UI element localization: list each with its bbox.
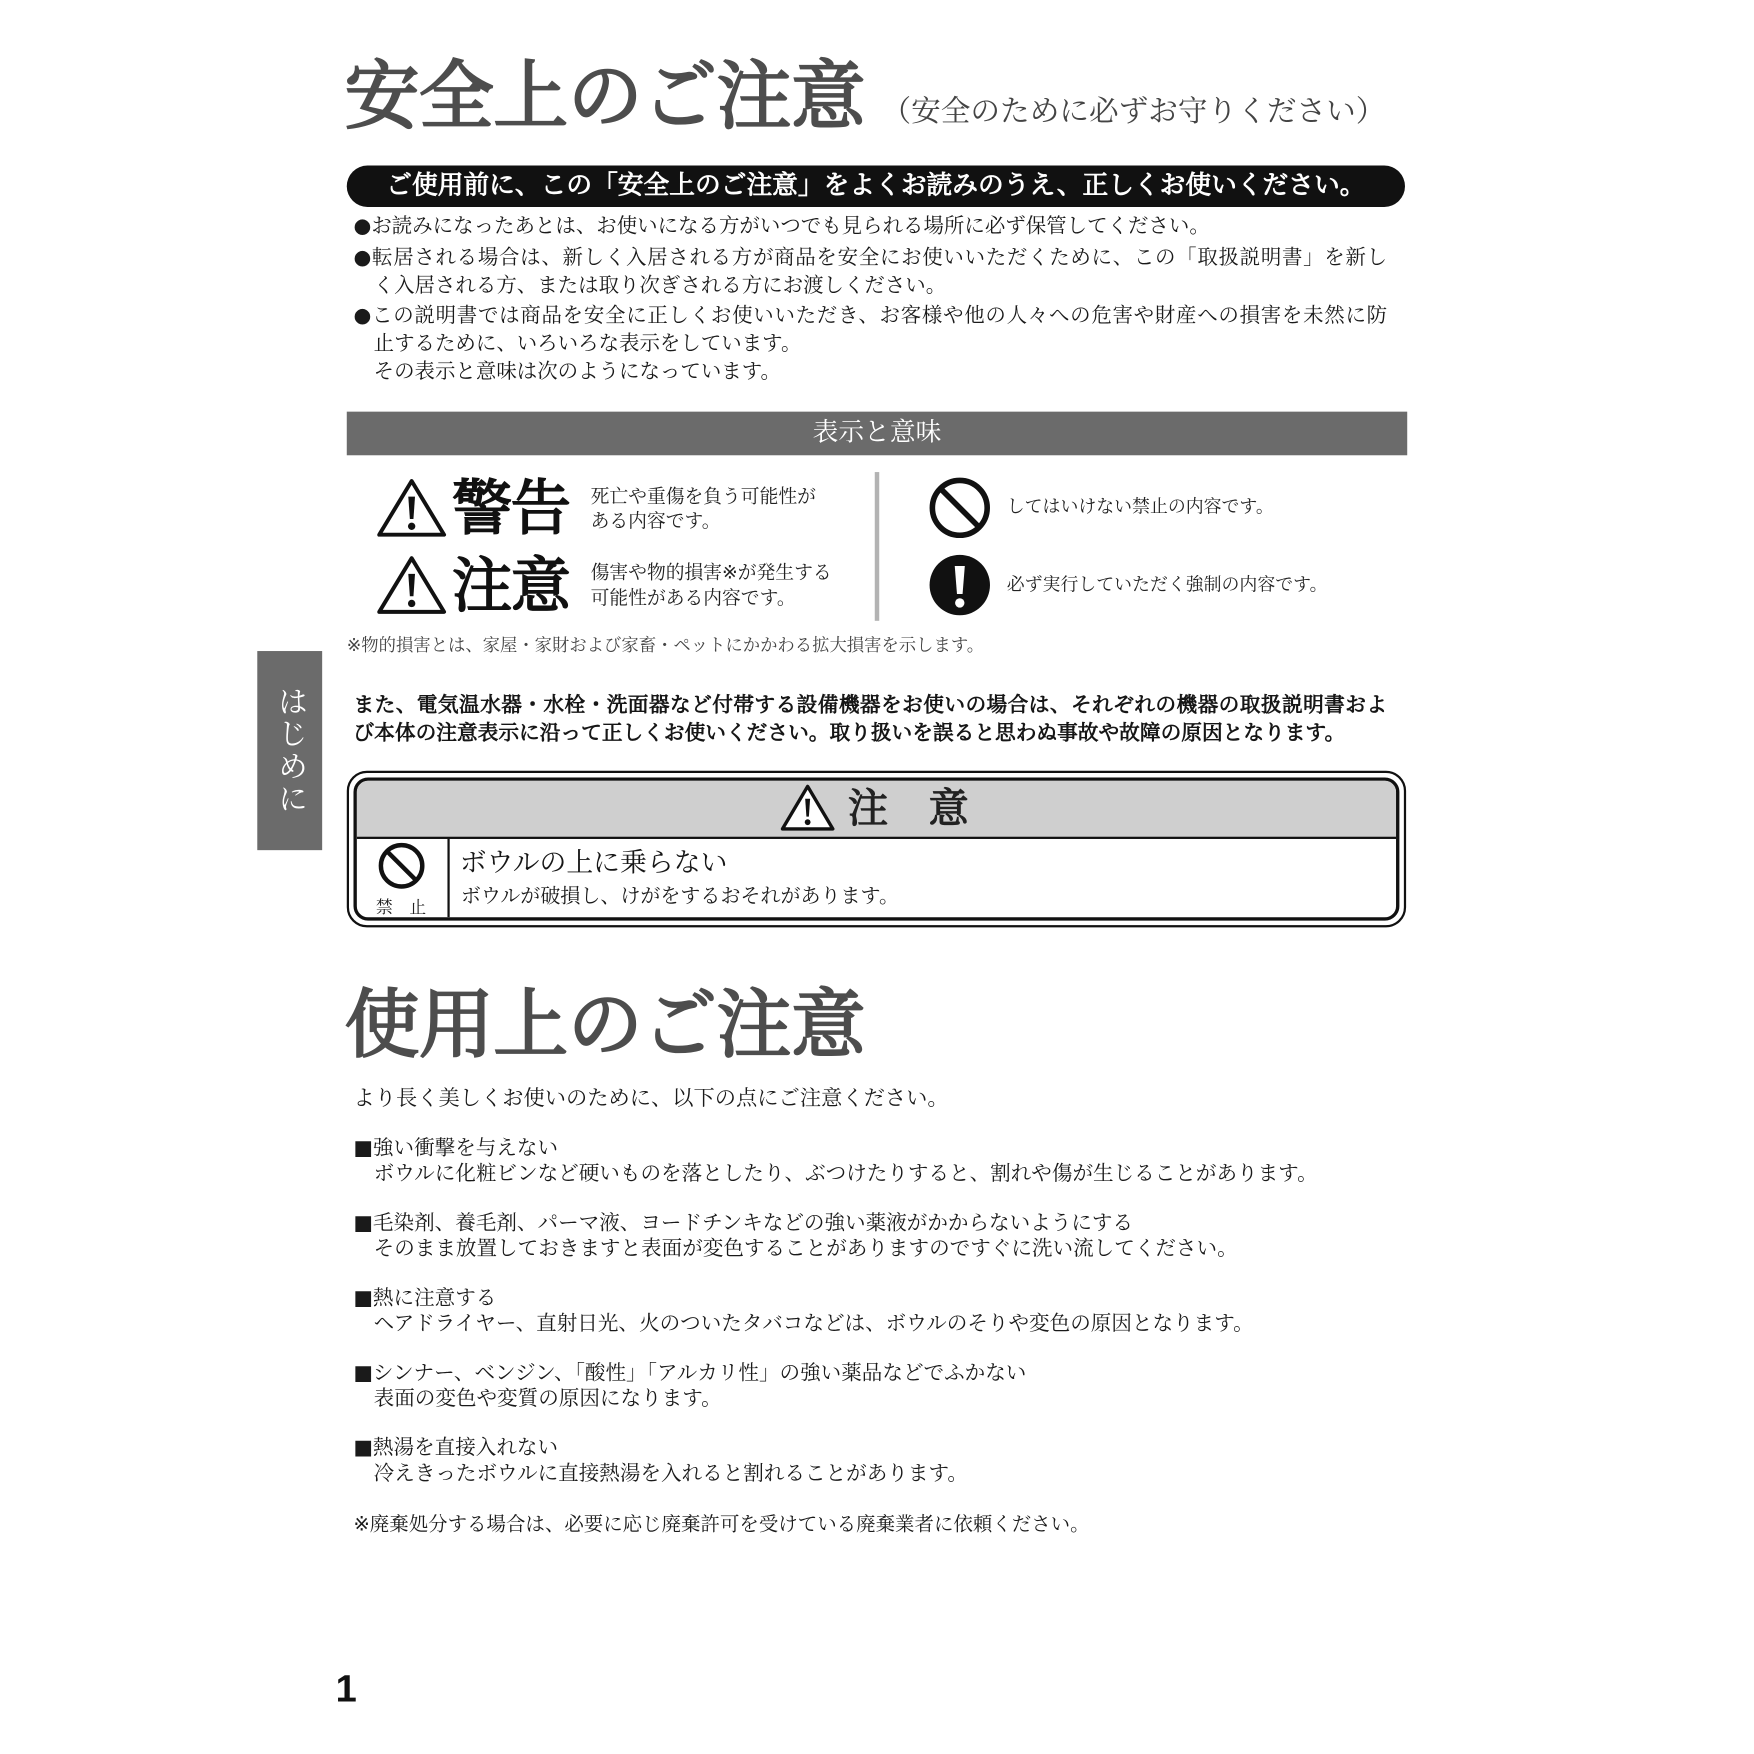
caution-box-sign-label: 禁 止: [375, 897, 427, 918]
usage-item-heading: ■毛染剤、養毛剤、パーマ液、ヨードチンキなどの強い薬液がかからないようにする: [353, 1211, 1134, 1235]
usage-intro: より長く美しくお使いのために、以下の点にご注意ください。: [353, 1086, 949, 1111]
legend-prohibited-desc: してはいけない禁止の内容です。: [1006, 495, 1274, 517]
exclamation-dot: [955, 598, 964, 607]
bullet-line: その表示と意味は次のようになっています。: [373, 360, 781, 384]
exclamation-dot: [408, 600, 415, 607]
legend-caution-label: 注意: [451, 550, 570, 621]
section-tab-label: はじめに: [272, 685, 308, 816]
legend-warning-desc: 死亡や重傷を負う可能性が: [590, 484, 816, 507]
legend-mandatory-desc: 必ず実行していただく強制の内容です。: [1006, 573, 1328, 596]
legend-warning-label: 警告: [451, 473, 570, 544]
warning-triangle-icon: [376, 554, 448, 617]
prohibition-slash: [387, 851, 416, 880]
legend-footnote: ※物的損害とは、家屋・家財および家畜・ペットにかかわる拡大損害を示します。: [346, 635, 985, 656]
usage-title: 使用上のご注意: [344, 981, 866, 1069]
legend-caution-desc: 傷害や物的損害※が発生する: [590, 560, 832, 583]
bullet-line: 止するために、いろいろな表示をしています。: [373, 332, 802, 356]
usage-item-text: 表面の変色や変質の原因になります。: [373, 1387, 722, 1411]
section-tab: [257, 651, 322, 850]
usage-item-heading: ■強い衝撃を与えない: [353, 1136, 559, 1161]
prohibition-icon: [378, 842, 425, 889]
caution-box-title: ボウルの上に乗らない: [459, 846, 728, 879]
usage-item-text: ボウルに化粧ビンなど硬いものを落としたり、ぶつけたりすると、割れや傷が生じることがあります。: [373, 1162, 1318, 1186]
bullet-line: く入居される方、または取り次ぎされる方にお渡しください。: [373, 274, 947, 298]
usage-item-heading: ■シンナー、ベンジン、「酸性」「アルカリ性」の強い薬品などでふかない: [353, 1361, 1027, 1385]
safety-title: 安全上のご注意: [344, 52, 866, 140]
bullet-line: ●転居される場合は、新しく入居される方が商品を安全にお使いいただくために、この「取扱説明書」を新し: [353, 246, 1388, 270]
legend-divider: [875, 472, 879, 621]
bullet-line: ●この説明書では商品を安全に正しくお使いいただき、お客様や他の人々への危害や財産への損害を未然に防: [353, 304, 1388, 328]
caution-box-divider: [447, 839, 449, 917]
notice-line: び本体の注意表示に沿って正しくお使いください。取り扱いを誤ると思わぬ事故や故障の原因となります。: [353, 721, 1346, 746]
exclamation-dot: [408, 523, 415, 530]
exclamation-dot: [805, 819, 811, 825]
bullet-line: ●お読みになったあとは、お使いになる方がいつでも見られる場所に必ず保管してください。: [353, 214, 1210, 239]
mandatory-icon: [928, 554, 991, 617]
caution-box-header-label: 注 意: [847, 786, 969, 833]
legend-warning-desc: ある内容です。: [590, 508, 721, 532]
usage-item-heading: ■熱に注意する: [353, 1286, 497, 1310]
usage-item-heading: ■熱湯を直接入れない: [353, 1436, 559, 1460]
legend-caution-desc: 可能性がある内容です。: [590, 586, 796, 609]
disposal-note: ※廃棄処分する場合は、必要に応じ廃棄許可を受けている廃棄業者に依頼ください。: [353, 1513, 1090, 1536]
notice-line: また、電気温水器・水栓・洗面器など付帯する設備機器をお使いの場合は、それぞれの機器の取扱説明書およ: [353, 693, 1388, 718]
legend-header: 表示と意味: [347, 412, 1407, 456]
warning-triangle-icon: [376, 477, 448, 540]
prohibition-slash: [940, 489, 979, 528]
usage-item-text: そのまま放置しておきますと表面が変色することがありますのですぐに洗い流してください。: [373, 1237, 1238, 1261]
usage-item-text: ヘアドライヤー、直射日光、火のついたタバコなどは、ボウルのそりや変色の原因となります。: [373, 1312, 1254, 1336]
warning-triangle-icon: [780, 783, 836, 832]
prohibition-icon: [928, 477, 991, 540]
usage-item-text: 冷えきったボウルに直接熱湯を入れると割れることがあります。: [373, 1462, 968, 1486]
caution-box-text: ボウルが破損し、けがをするおそれがあります。: [460, 884, 899, 909]
safety-subtitle: （安全のために必ずお守りください）: [881, 93, 1386, 129]
safety-banner: ご使用前に、この「安全上のご注意」をよくお読みのうえ、正しくお使いください。: [347, 166, 1405, 207]
page-number: 1: [335, 1667, 357, 1711]
